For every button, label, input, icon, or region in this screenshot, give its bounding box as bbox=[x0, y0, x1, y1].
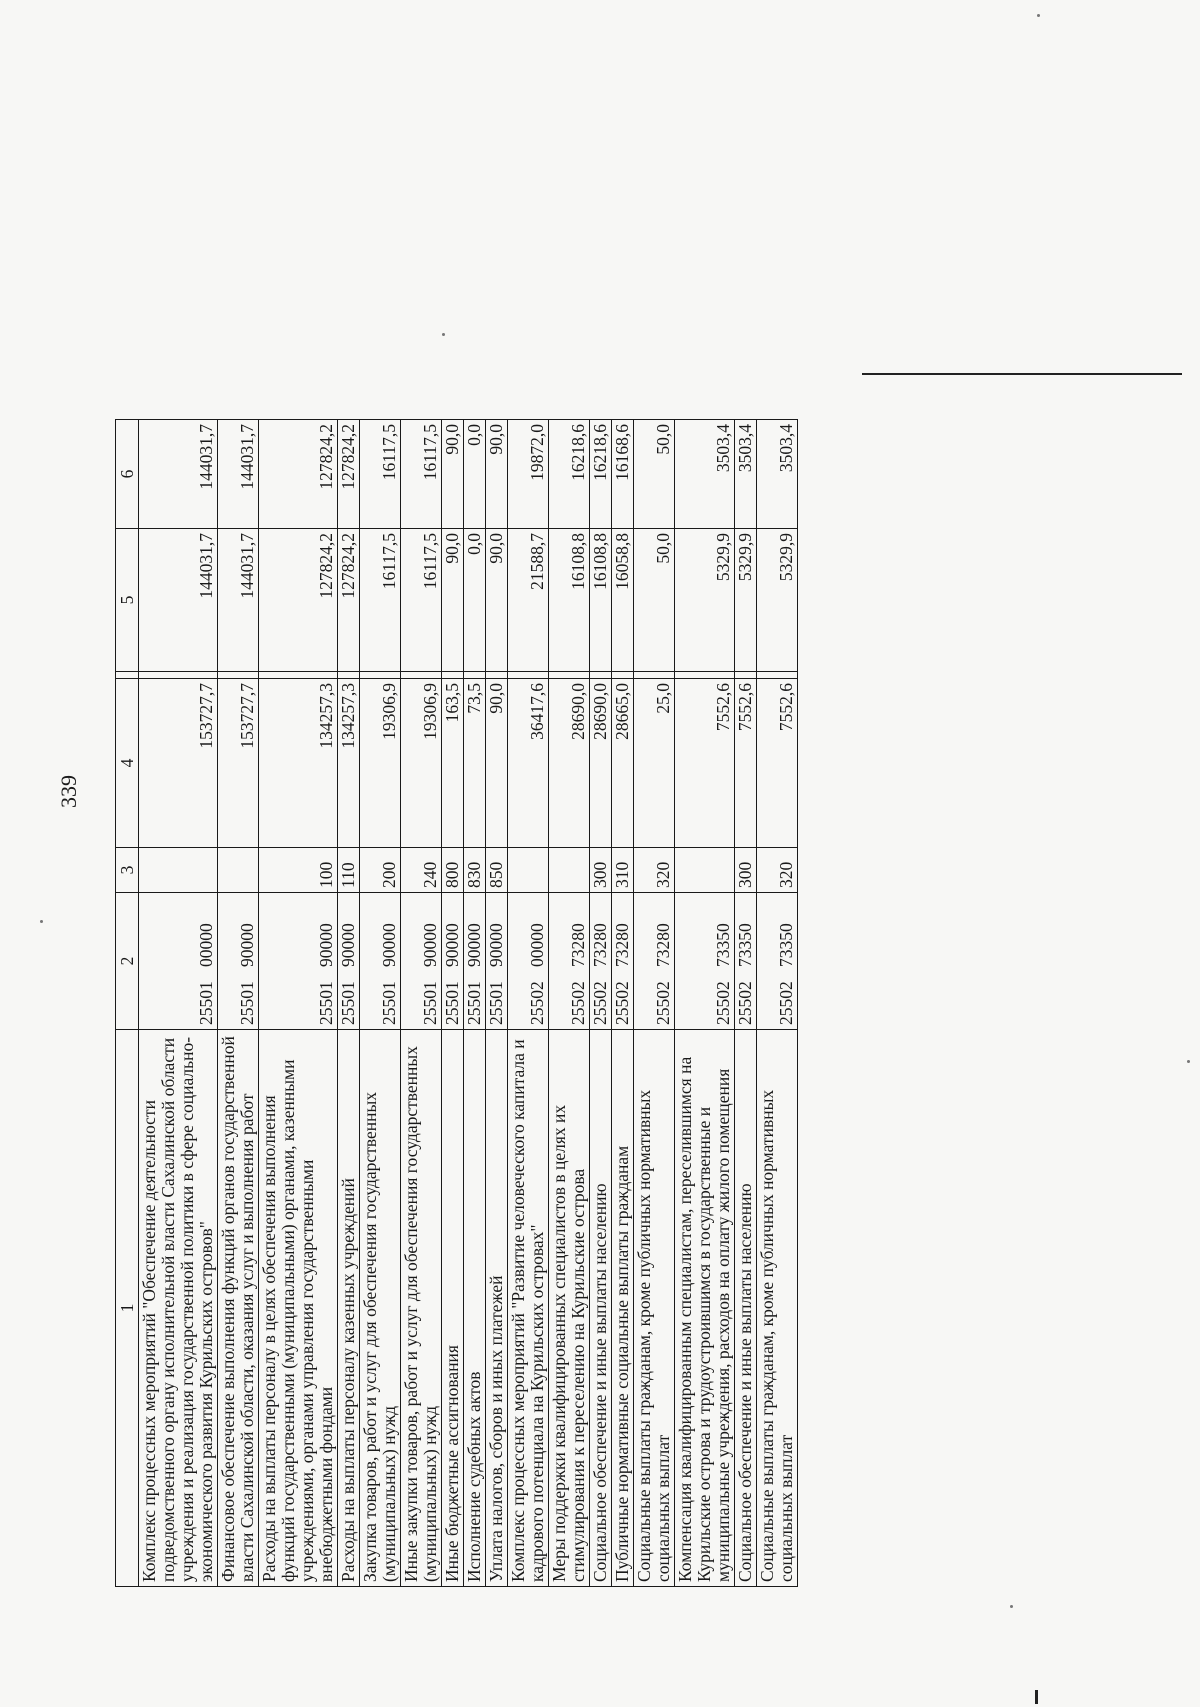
row-name: Закупка товаров, работ и услуг для обеспечения государственных (муниципальных) нужд bbox=[360, 1030, 401, 1587]
code-program: 25502 bbox=[568, 981, 588, 1025]
row-value-col5: 127824,2 bbox=[338, 529, 360, 672]
row-code bbox=[360, 893, 401, 1030]
column-gap bbox=[218, 672, 259, 679]
row-value-col6: 19872,0 bbox=[508, 420, 549, 529]
row-code bbox=[139, 893, 218, 1030]
code-program: 25501 bbox=[196, 981, 216, 1025]
column-header-row bbox=[116, 420, 139, 1587]
row-code bbox=[401, 893, 442, 1030]
row-code bbox=[486, 893, 508, 1030]
code-direction: 90000 bbox=[420, 923, 440, 967]
row-name: Уплата налогов, сборов и иных платежей bbox=[486, 1030, 508, 1587]
code-direction: 73280 bbox=[653, 923, 673, 967]
row-name: Иные бюджетные ассигнования bbox=[442, 1030, 464, 1587]
row-value-col4: 28690,0 bbox=[549, 679, 590, 848]
table-row bbox=[757, 420, 798, 1587]
code-direction: 73280 bbox=[612, 923, 632, 967]
row-code bbox=[634, 893, 675, 1030]
row-code bbox=[757, 893, 798, 1030]
code-program: 25502 bbox=[612, 981, 632, 1025]
table-row bbox=[508, 420, 549, 1587]
row-value-col4: 36417,6 bbox=[508, 679, 549, 848]
row-expense-type: 240 bbox=[401, 848, 442, 893]
column-gap bbox=[401, 672, 442, 679]
column-gap bbox=[675, 672, 735, 679]
row-code bbox=[549, 893, 590, 1030]
row-value-col6: 90,0 bbox=[442, 420, 464, 529]
code-program: 25502 bbox=[653, 981, 673, 1025]
budget-table bbox=[115, 419, 798, 1587]
row-value-col4: 90,0 bbox=[486, 679, 508, 848]
row-code bbox=[442, 893, 464, 1030]
code-direction: 90000 bbox=[237, 923, 257, 967]
column-gap bbox=[612, 672, 634, 679]
column-gap bbox=[757, 672, 798, 679]
column-gap bbox=[486, 672, 508, 679]
row-name: Расходы на выплаты персоналу казенных учреждений bbox=[338, 1030, 360, 1587]
code-program: 25502 bbox=[527, 981, 547, 1025]
row-name: Исполнение судебных актов bbox=[464, 1030, 486, 1587]
row-name: Комплекс процессных мероприятий "Развитие человеческого капитала и кадрового потенциала на Курильских островах" bbox=[508, 1030, 549, 1587]
row-value-col6: 3503,4 bbox=[735, 420, 757, 529]
row-code bbox=[464, 893, 486, 1030]
code-direction: 90000 bbox=[486, 923, 506, 967]
column-header-1: 1 bbox=[116, 1030, 139, 1587]
row-name: Социальное обеспечение и иные выплаты населению bbox=[590, 1030, 612, 1587]
row-value-col5: 0,0 bbox=[464, 529, 486, 672]
row-value-col6: 144031,7 bbox=[218, 420, 259, 529]
table-row bbox=[549, 420, 590, 1587]
row-expense-type bbox=[508, 848, 549, 893]
row-code bbox=[735, 893, 757, 1030]
code-program: 25502 bbox=[735, 981, 755, 1025]
code-direction: 90000 bbox=[442, 923, 462, 967]
row-expense-type: 800 bbox=[442, 848, 464, 893]
row-value-col5: 5329,9 bbox=[675, 529, 735, 672]
code-program: 25502 bbox=[590, 981, 610, 1025]
table-row bbox=[590, 420, 612, 1587]
row-name: Социальные выплаты гражданам, кроме публичных нормативных социальных выплат bbox=[757, 1030, 798, 1587]
column-gap bbox=[116, 672, 139, 679]
row-expense-type: 310 bbox=[612, 848, 634, 893]
row-name: Комплекс процессных мероприятий "Обеспечение деятельности подведомственного органу исполнительной власти Сахалинской области учреждения и реализация государственной политики в сфере социально-экономического развития Курильских островов" bbox=[139, 1030, 218, 1587]
row-name: Меры поддержки квалифицированных специалистов в целях их стимулирования к переселению на Курильские острова bbox=[549, 1030, 590, 1587]
row-value-col4: 153727,7 bbox=[139, 679, 218, 848]
row-code bbox=[612, 893, 634, 1030]
table-row bbox=[442, 420, 464, 1587]
row-value-col4: 134257,3 bbox=[259, 679, 338, 848]
row-value-col5: 16117,5 bbox=[360, 529, 401, 672]
row-code bbox=[218, 893, 259, 1030]
row-expense-type: 300 bbox=[590, 848, 612, 893]
code-direction: 73350 bbox=[776, 923, 796, 967]
row-expense-type bbox=[549, 848, 590, 893]
column-gap bbox=[590, 672, 612, 679]
row-value-col5: 127824,2 bbox=[259, 529, 338, 672]
row-value-col5: 16117,5 bbox=[401, 529, 442, 672]
row-value-col5: 16108,8 bbox=[549, 529, 590, 672]
code-direction: 00000 bbox=[196, 923, 216, 967]
row-value-col4: 153727,7 bbox=[218, 679, 259, 848]
row-value-col4: 19306,9 bbox=[360, 679, 401, 848]
row-code bbox=[675, 893, 735, 1030]
row-value-col4: 7552,6 bbox=[757, 679, 798, 848]
code-program: 25502 bbox=[776, 981, 796, 1025]
code-program: 25501 bbox=[486, 981, 506, 1025]
code-program: 25501 bbox=[464, 981, 484, 1025]
row-value-col6: 16218,6 bbox=[549, 420, 590, 529]
row-value-col5: 5329,9 bbox=[757, 529, 798, 672]
row-name: Расходы на выплаты персоналу в целях обеспечения выполнения функций государственными (муниципальными) органами, казенными учреждениями, органами управления государственными внебюджетными фондами bbox=[259, 1030, 338, 1587]
row-value-col4: 19306,9 bbox=[401, 679, 442, 848]
row-value-col5: 50,0 bbox=[634, 529, 675, 672]
row-name: Публичные нормативные социальные выплаты гражданам bbox=[612, 1030, 634, 1587]
column-gap bbox=[464, 672, 486, 679]
table-row bbox=[338, 420, 360, 1587]
code-program: 25501 bbox=[379, 981, 399, 1025]
column-gap bbox=[259, 672, 338, 679]
column-gap bbox=[338, 672, 360, 679]
row-value-col6: 90,0 bbox=[486, 420, 508, 529]
row-value-col6: 0,0 bbox=[464, 420, 486, 529]
table-row bbox=[360, 420, 401, 1587]
row-name: Компенсация квалифицированным специалистам, переселившимся на Курильские острова и трудоустроившимся в государственные и муниципальные учреждения, расходов на оплату жилого помещения bbox=[675, 1030, 735, 1587]
row-expense-type: 100 bbox=[259, 848, 338, 893]
code-program: 25501 bbox=[316, 981, 336, 1025]
table-row bbox=[259, 420, 338, 1587]
row-value-col5: 16058,8 bbox=[612, 529, 634, 672]
row-value-col5: 144031,7 bbox=[218, 529, 259, 672]
row-value-col5: 144031,7 bbox=[139, 529, 218, 672]
row-name: Иные закупки товаров, работ и услуг для обеспечения государственных (муниципальных) нужд bbox=[401, 1030, 442, 1587]
column-gap bbox=[442, 672, 464, 679]
row-value-col6: 16117,5 bbox=[401, 420, 442, 529]
table-row bbox=[735, 420, 757, 1587]
code-program: 25502 bbox=[713, 981, 733, 1025]
column-header-4: 4 bbox=[116, 679, 139, 848]
code-direction: 90000 bbox=[379, 923, 399, 967]
row-value-col6: 50,0 bbox=[634, 420, 675, 529]
row-value-col6: 127824,2 bbox=[259, 420, 338, 529]
row-expense-type: 850 bbox=[486, 848, 508, 893]
row-value-col6: 16117,5 bbox=[360, 420, 401, 529]
code-direction: 90000 bbox=[338, 923, 358, 967]
row-value-col5: 90,0 bbox=[442, 529, 464, 672]
row-expense-type bbox=[675, 848, 735, 893]
table-row bbox=[486, 420, 508, 1587]
row-expense-type: 110 bbox=[338, 848, 360, 893]
row-value-col6: 16168,6 bbox=[612, 420, 634, 529]
column-gap bbox=[735, 672, 757, 679]
code-program: 25501 bbox=[338, 981, 358, 1025]
row-code bbox=[259, 893, 338, 1030]
row-expense-type: 830 bbox=[464, 848, 486, 893]
row-value-col4: 134257,3 bbox=[338, 679, 360, 848]
row-value-col5: 5329,9 bbox=[735, 529, 757, 672]
code-program: 25501 bbox=[420, 981, 440, 1025]
code-program: 25501 bbox=[442, 981, 462, 1025]
row-name: Социальные выплаты гражданам, кроме публичных нормативных социальных выплат bbox=[634, 1030, 675, 1587]
column-header-3: 3 bbox=[116, 848, 139, 893]
row-expense-type: 320 bbox=[757, 848, 798, 893]
row-value-col5: 21588,7 bbox=[508, 529, 549, 672]
row-value-col6: 3503,4 bbox=[757, 420, 798, 529]
code-program: 25501 bbox=[237, 981, 257, 1025]
row-value-col6: 3503,4 bbox=[675, 420, 735, 529]
column-header-5: 5 bbox=[116, 529, 139, 672]
code-direction: 73280 bbox=[590, 923, 610, 967]
row-expense-type: 300 bbox=[735, 848, 757, 893]
row-value-col6: 144031,7 bbox=[139, 420, 218, 529]
column-header-2: 2 bbox=[116, 893, 139, 1030]
row-value-col4: 73,5 bbox=[464, 679, 486, 848]
column-header-6: 6 bbox=[116, 420, 139, 529]
column-gap bbox=[360, 672, 401, 679]
row-value-col4: 28665,0 bbox=[612, 679, 634, 848]
row-value-col4: 25,0 bbox=[634, 679, 675, 848]
row-code bbox=[508, 893, 549, 1030]
column-gap bbox=[139, 672, 218, 679]
row-value-col5: 16108,8 bbox=[590, 529, 612, 672]
row-expense-type: 320 bbox=[634, 848, 675, 893]
code-direction: 00000 bbox=[527, 923, 547, 967]
code-direction: 73350 bbox=[735, 923, 755, 967]
column-gap bbox=[634, 672, 675, 679]
row-value-col6: 127824,2 bbox=[338, 420, 360, 529]
table-row bbox=[401, 420, 442, 1587]
code-direction: 73350 bbox=[713, 923, 733, 967]
table-body bbox=[139, 420, 798, 1587]
code-direction: 90000 bbox=[316, 923, 336, 967]
code-direction: 73280 bbox=[568, 923, 588, 967]
row-value-col4: 28690,0 bbox=[590, 679, 612, 848]
row-expense-type bbox=[139, 848, 218, 893]
row-value-col4: 163,5 bbox=[442, 679, 464, 848]
row-expense-type: 200 bbox=[360, 848, 401, 893]
row-code bbox=[338, 893, 360, 1030]
column-gap bbox=[549, 672, 590, 679]
code-direction: 90000 bbox=[464, 923, 484, 967]
row-value-col6: 16218,6 bbox=[590, 420, 612, 529]
table-row bbox=[675, 420, 735, 1587]
row-value-col5: 90,0 bbox=[486, 529, 508, 672]
column-gap bbox=[508, 672, 549, 679]
row-expense-type bbox=[218, 848, 259, 893]
row-value-col4: 7552,6 bbox=[675, 679, 735, 848]
table-row bbox=[634, 420, 675, 1587]
page-number: 339 bbox=[56, 775, 81, 808]
table-row bbox=[139, 420, 218, 1587]
table-row bbox=[612, 420, 634, 1587]
table-row bbox=[218, 420, 259, 1587]
row-name: Финансовое обеспечение выполнения функций органов государственной власти Сахалинской области, оказания услуг и выполнения работ bbox=[218, 1030, 259, 1587]
table-row bbox=[464, 420, 486, 1587]
row-value-col4: 7552,6 bbox=[735, 679, 757, 848]
row-name: Социальное обеспечение и иные выплаты населению bbox=[735, 1030, 757, 1587]
row-code bbox=[590, 893, 612, 1030]
